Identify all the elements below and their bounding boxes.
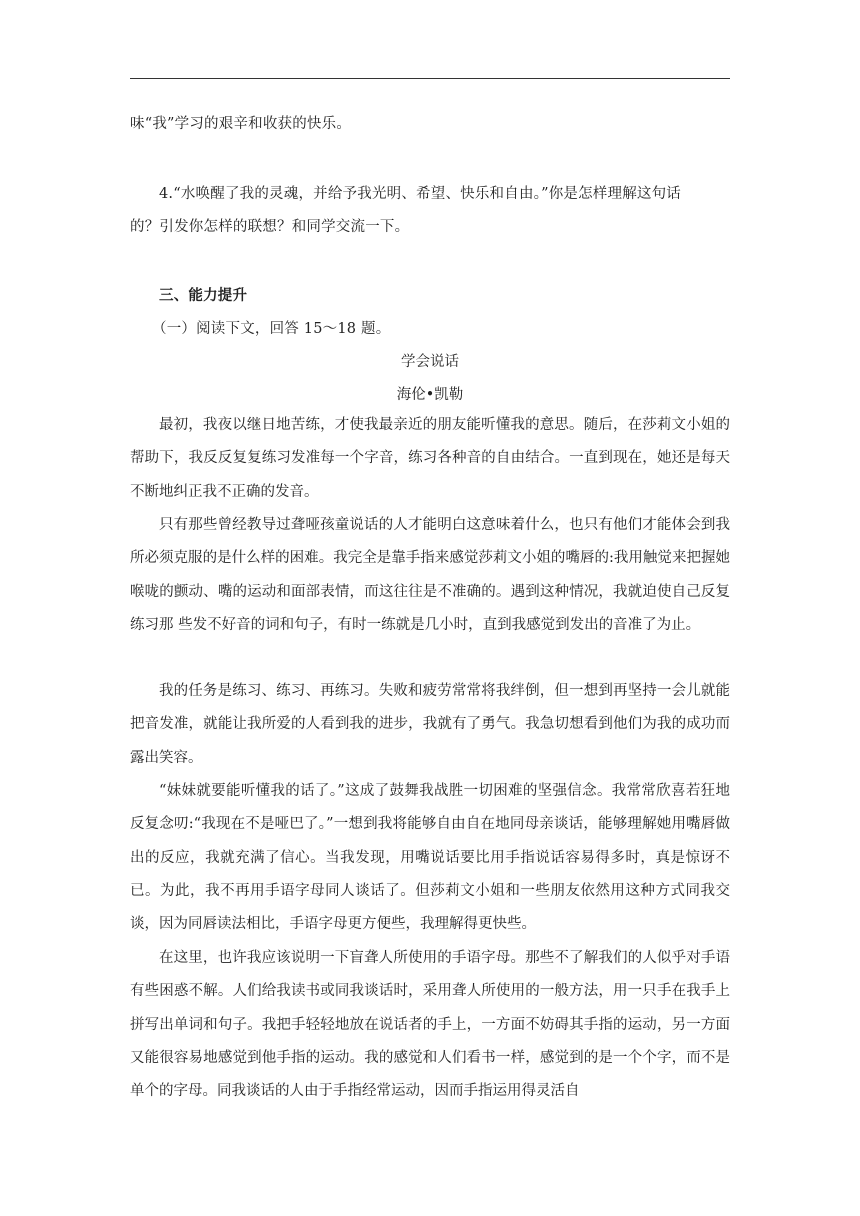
question-4-line-2: 的？引发你怎样的联想？和同学交流一下。 [130, 219, 410, 235]
article-title: 学会说话 [401, 354, 459, 370]
reading-instruction: （一）阅读下文，回答 15～18 题。 [152, 321, 391, 337]
question-4-line-1: 4.“水唤醒了我的灵魂，并给予我光明、希望、快乐和自由。”你是怎样理解这句话 [159, 186, 682, 202]
intro-tail-text: 味“我”学习的艰辛和收获的快乐。 [130, 116, 352, 132]
article-paragraph-1: 最初，我夜以继日地苦练，才使我最亲近的朋友能听懂我的意思。随后，在莎莉文小姐的帮助下，我反反复复练习发准每一个字音，练习各种音的自由结合。一直到现在，她还是每天不断地纠正我不正确的发音。 [130, 417, 730, 500]
article-paragraph-4: “妹妹就要能听懂我的话了。”这成了鼓舞我战胜一切困难的坚强信念。我常常欣喜若狂地反复念叨:“我现在不是哑巴了。”一想到我将能够自由自在地同母亲谈话，能够理解她用嘴唇做出的反应，我就充满了信心。当我发现，用嘴说话要比用手指说话容易得多时，真是惊讶不已。为此，我不再用手语字母同人谈话了。但莎莉文小姐和一些朋友依然用这种方式同我交谈，因为同唇读法相比，手语字母更方便些，我理解得更快些。 [130, 783, 730, 933]
article-author: 海伦•凯勒 [396, 387, 464, 403]
article-paragraph-5: 在这里，也许我应该说明一下盲聋人所使用的手语字母。那些不了解我们的人似乎对手语有些困惑不解。人们给我读书或同我谈话时，采用聋人所使用的一般方法，用一只手在我手上拼写出单词和句子。我把手轻轻地放在说话者的手上，一方面不妨碍其手指的运动，另一方面又能很容易地感觉到他手指的运动。我的感觉和人们看书一样，感觉到的是一个个字，而不是单个的字母。同我谈话的人由于手指经常运动，因而手指运用得灵活自 [130, 950, 730, 1100]
article-paragraph-3: 我的任务是练习、练习、再练习。失败和疲劳常常将我绊倒，但一想到再坚持一会儿就能把音发准，就能让我所爱的人看到我的进步，我就有了勇气。我急切想看到他们为我的成功而露出笑容。 [130, 683, 730, 766]
article-paragraph-2: 只有那些曾经教导过聋哑孩童说话的人才能明白这意味着什么，也只有他们才能体会到我所必须克服的是什么样的困难。我完全是靠手指来感觉莎莉文小姐的嘴唇的:我用触觉来把握她喉咙的颤动、嘴的运动和面部表情，而这往往是不准确的。遇到这种情况，我就迫使自己反复练习那 些发不好音的词和句子，有时一练就是几小时，直到我感觉到发出的音准了为止。 [130, 517, 730, 633]
section-heading: 三、能力提升 [159, 287, 248, 304]
header-rule [130, 78, 730, 79]
